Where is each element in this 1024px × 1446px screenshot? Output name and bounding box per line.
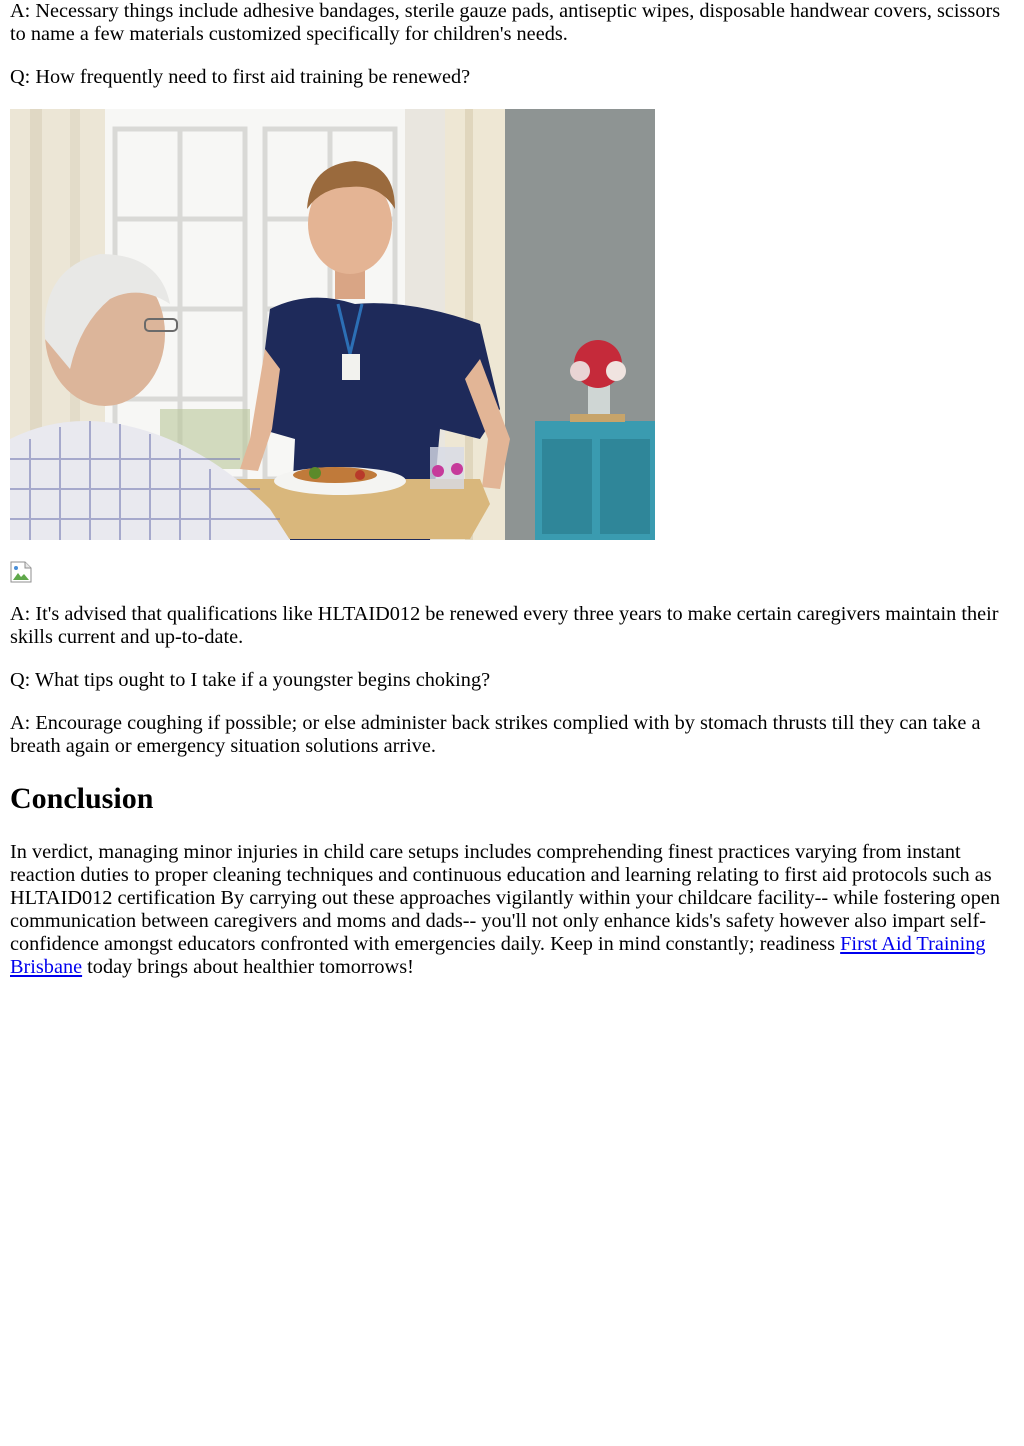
question-renewal: Q: How frequently need to first aid training be renewed? — [10, 66, 471, 88]
first-aid-training-brisbane-link[interactable]: First Aid Training Brisbane — [10, 933, 986, 978]
answer-choking: A: Encourage coughing if possible; or else administer back strikes complied with by stomach thrusts till they can take a breath again or emergency situation solutions arrive. — [10, 712, 981, 757]
conclusion-paragraph — [10, 841, 1014, 979]
answer-renewal: A: It's advised that qualifications like HLTAID012 be renewed every three years to make certain caregivers maintain their skills current and up-to-date. — [10, 603, 999, 648]
answer-supplies: A: Necessary things include adhesive bandages, sterile gauze pads, antiseptic wipes, disposable handwear covers, scissors to name a few materials customized specifically for children's needs. — [10, 0, 1001, 45]
caregiver-serving-meal-photo — [10, 109, 655, 540]
conclusion-text-start: In verdict, managing minor injuries in child care setups includes comprehending finest practices varying from instant reaction duties to proper cleaning techniques and continuous education and learning relating to first aid protocols such as HLTAID012 certification By carrying out these approaches vigilantly within your childcare facility-- while fostering open communication between caregivers and moms and dads-- you'll not only enhance kids's safety however also impart self-confidence amongst educators confronted with emergencies daily. Keep in mind constantly; readiness — [10, 841, 1000, 955]
conclusion-heading: Conclusion — [10, 782, 154, 815]
broken-image-icon — [10, 561, 32, 583]
conclusion-text-end: today brings about healthier tomorrows! — [82, 956, 414, 978]
question-choking: Q: What tips ought to I take if a youngster begins choking? — [10, 669, 491, 691]
